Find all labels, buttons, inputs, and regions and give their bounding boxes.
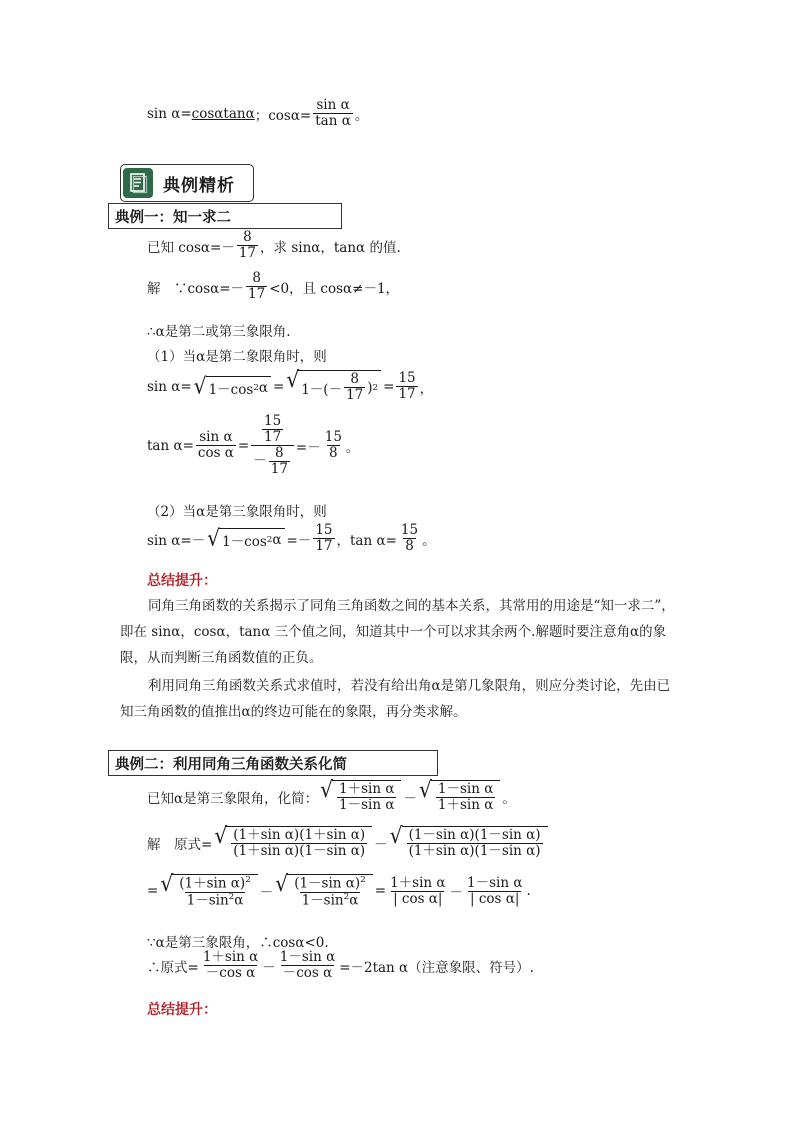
summary1-paragraph2: 利用同角三角函数关系式求值时，若没有给出角α是第几象限角，则应分类讨论，先由已知三角函数的值推出α的终边可能在的象限，再分类求解。: [120, 678, 671, 720]
sin-equation: sin α= √ 1－cos 2 α = √ 1－(－ $\frac{8}{17}$ ) 2 = $\frac{15}{17}$ ，: [147, 366, 434, 404]
banner-title: 典例精析: [163, 175, 235, 196]
fraction: $\frac{\text{sin α}}{\text{tan α}}$: [315, 97, 351, 130]
case2-equation: sin α=－ √ 1－cos 2 α =－ $\frac{15}{17}$ ，tan α= $\frac{15}{8}$ 。: [147, 522, 436, 555]
document-icon: [123, 168, 153, 198]
summary1-paragraph1: 同角三角函数的关系揭示了同角三角函数之间的基本关系，其常用的用途是“知一求二”，即在 sinα，cosα，tanα 三个值之间，知道其中一个可以求其余两个.解题时要注意角α的象限，从而判断三角函数值的正负。: [120, 598, 675, 666]
example2-step3: ∵α是第三象限角，∴cosα<0.: [147, 935, 329, 951]
underlined-answer: cosαtanα: [191, 105, 255, 122]
example1-solution-line2: ∴α是第二或第三象限角.: [147, 324, 291, 340]
example1-heading: 典例一：知一求二: [108, 203, 342, 229]
section-banner: [120, 164, 254, 202]
tan-equation: tan α= $\frac{\text{sin α}}{\text{cos α}}$ = $\frac{15}{17}$ － $\frac{8}{17}$ =－ $\frac{15}{8}$ 。: [147, 413, 360, 478]
top-formula: sin α= cosαtanα ；cosα= $\frac{\text{sin α}}{\text{tan α}}$ 。: [147, 97, 369, 130]
example2-step1: 解 原式= √ $\frac{\text{(1＋sin α)(1＋sin α)}}{\text{(1＋sin α)(1－sin α)}}$ － √ $\frac{\text{(1－sin α)(1－sin α)}}{\text{(1＋sin α)(1－sin α)}}$: [147, 826, 550, 859]
example1-case1: （1）当α是第二象限角时，则: [147, 349, 327, 365]
summary2-label: 总结提升：: [147, 1002, 217, 1018]
example2-problem: 已知α是第三象限角，化简： √ $\frac{\text{1＋sin α}}{\text{1－sin α}}$ － √ $\frac{\text{1－sin α}}{\text{1＋sin α}}$ 。: [147, 776, 516, 814]
example2-heading: 典例二：利用同角三角函数关系化简: [108, 750, 438, 776]
example2-step4: ∴原式= $\frac{\text{1＋sin α}}{\text{－cos α}}$ － $\frac{\text{1－sin α}}{\text{－cos α}}$ =－2tan α（注意象限、符号）.: [147, 949, 534, 982]
example2-step2: = √ $\frac{(1+\sin \alpha)^2}{1-\sin^2\alpha}$ － √ $\frac{(1-\sin \alpha)^2}{1-\sin^2\alpha}$ = $\frac{\text{1＋sin α}}{\text{| cos α|}}$ － $\frac{\text{1－sin α}}{\text{| cos α|}}$ .: [147, 870, 531, 909]
example1-solution-line1: 解 ∵cosα=－ $\frac{8}{17}$ <0，且 cosα≠－1，: [147, 270, 400, 303]
summary1-label: 总结提升：: [147, 573, 217, 589]
example1-case2: （2）当α是第三象限角时，则: [147, 504, 327, 520]
example1-problem: 已知 cosα=－ $\frac{8}{17}$ ，求 sinα，tanα 的值.: [147, 229, 401, 262]
